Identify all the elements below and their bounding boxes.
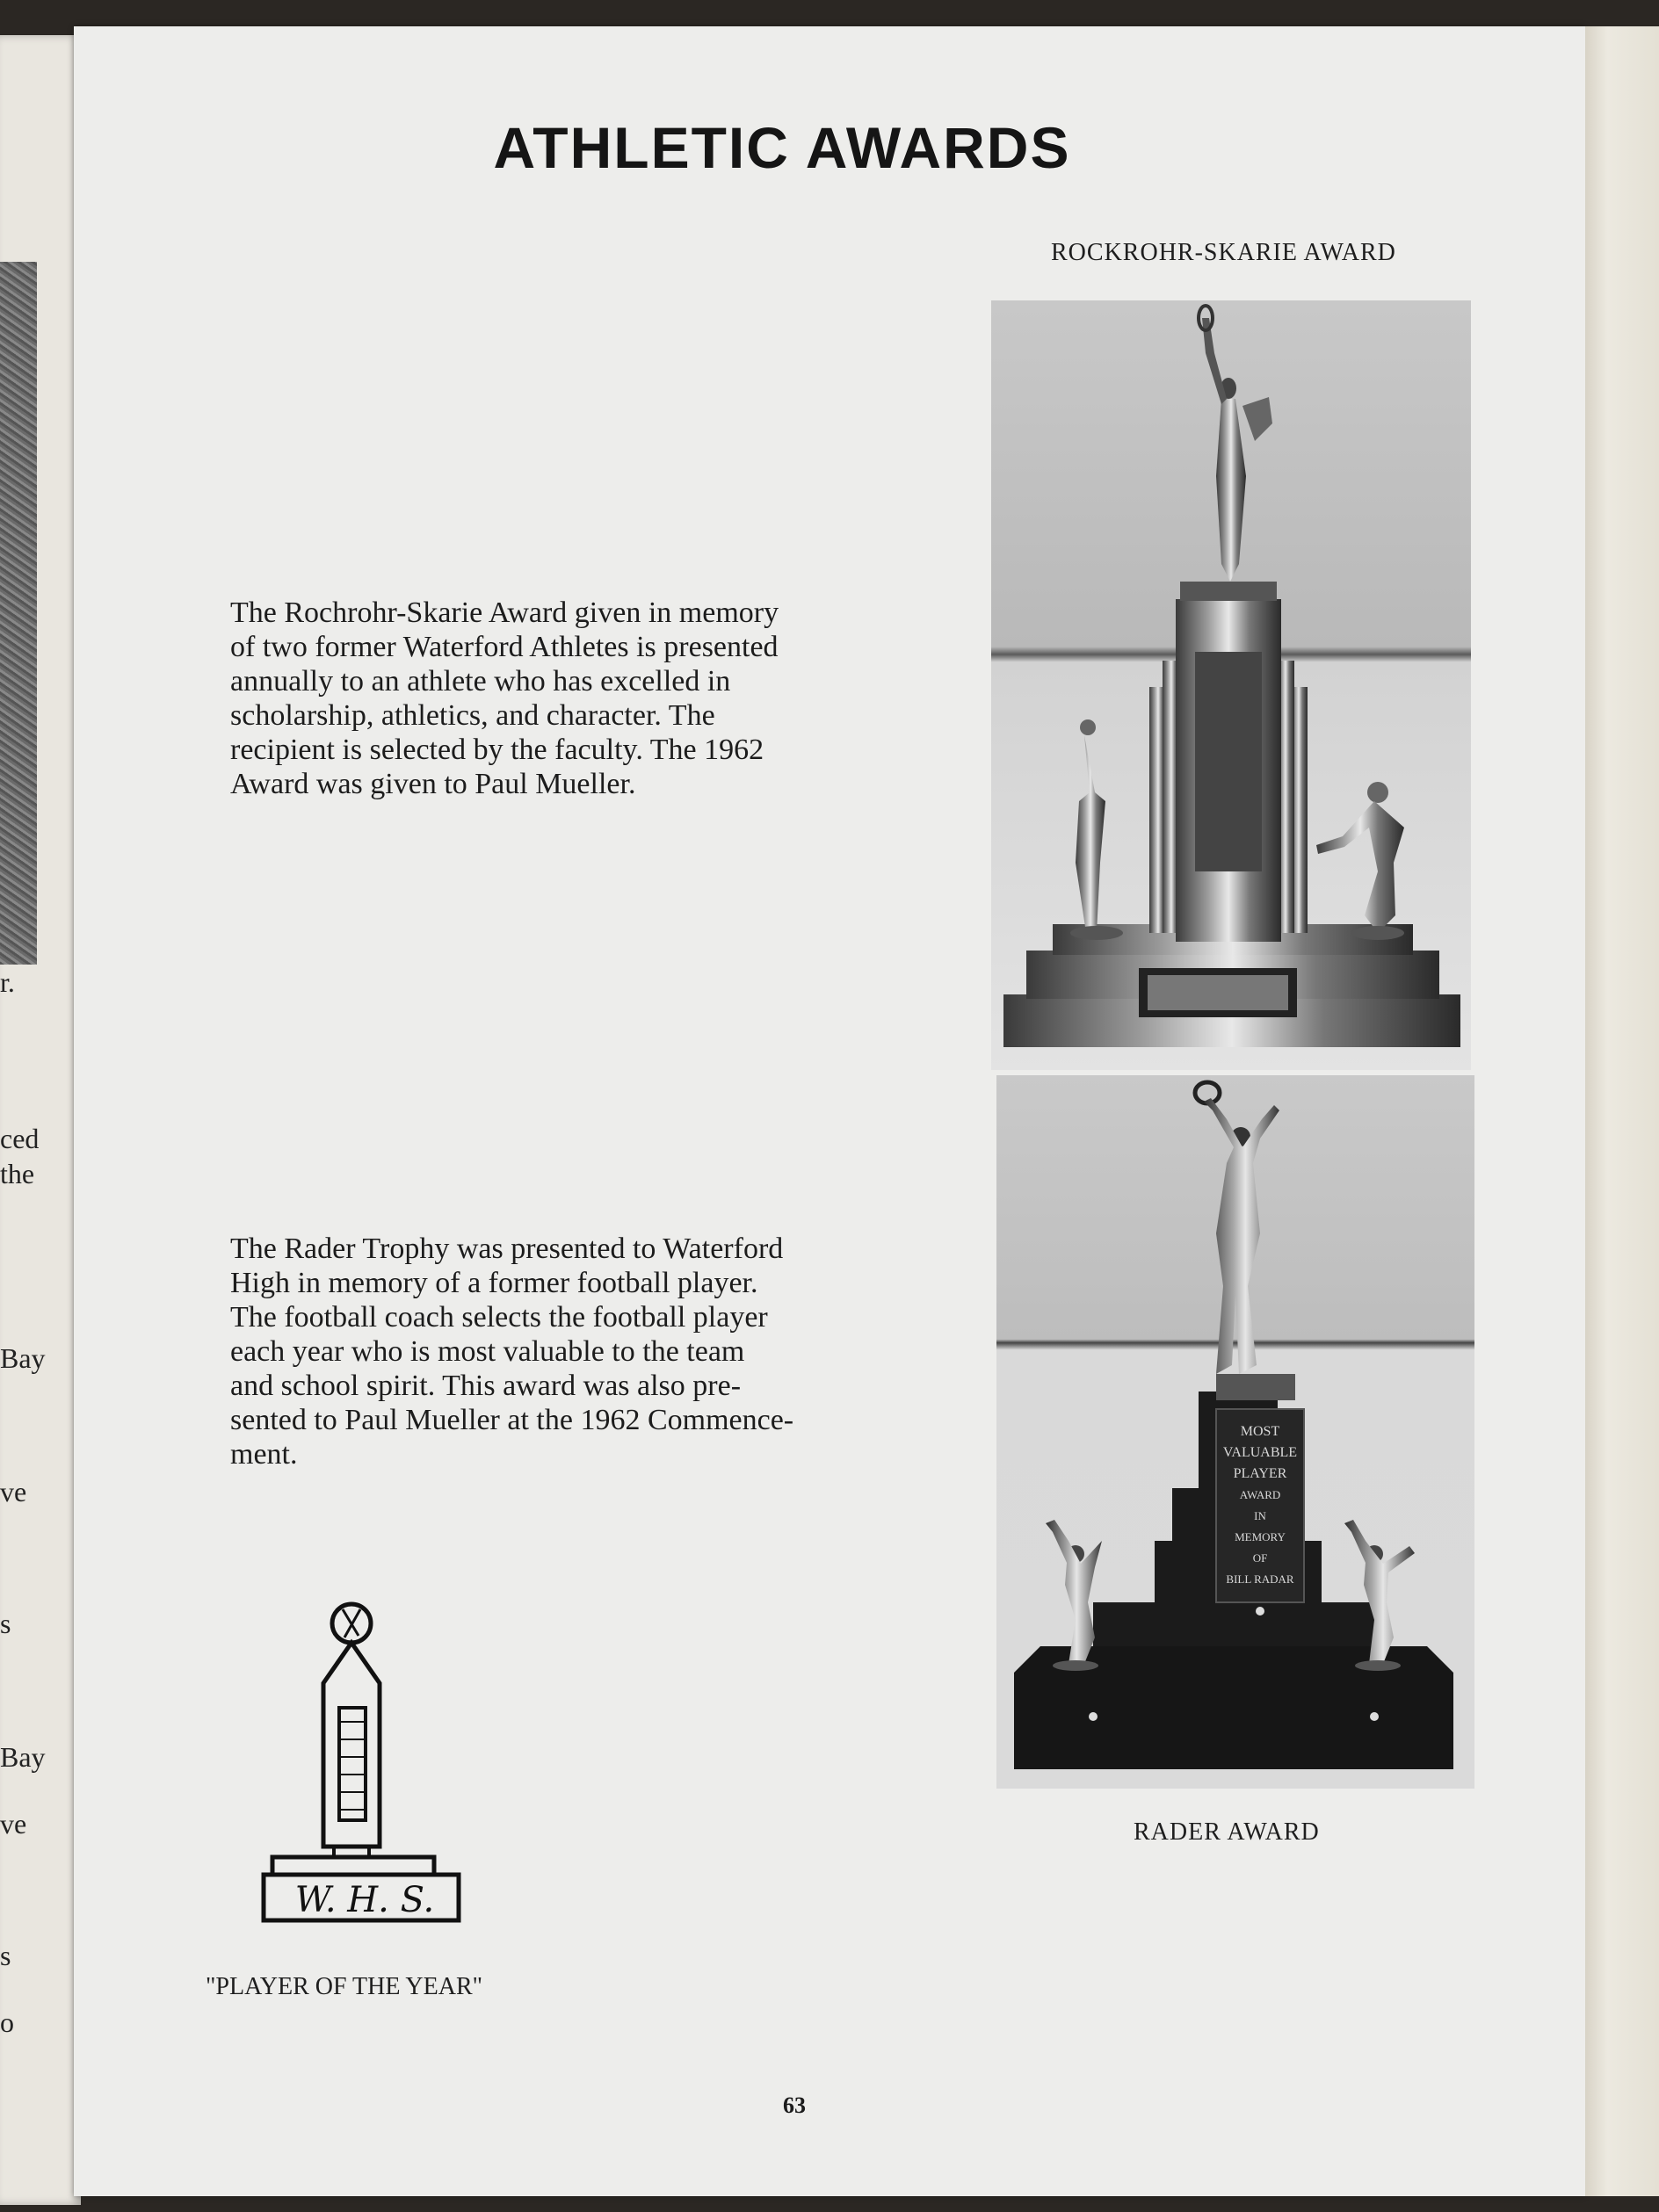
facing-page-text: s <box>0 1940 11 1971</box>
facing-page-text: the <box>0 1158 35 1189</box>
rockrohr-skarie-trophy-photo <box>991 300 1471 1070</box>
plaque-line: BILL RADAR <box>1226 1572 1294 1586</box>
plaque-line: VALUABLE <box>1222 1445 1298 1460</box>
facing-page-text: ced <box>0 1123 40 1154</box>
drawing-caption: "PLAYER OF THE YEAR" <box>206 1973 483 2000</box>
facing-page-text: ve <box>0 1476 27 1507</box>
plaque-line: MEMORY <box>1235 1530 1286 1543</box>
facing-page-text: Bay <box>0 1342 46 1374</box>
facing-page-text: ve <box>0 1808 27 1840</box>
facing-page-text: Bay <box>0 1741 46 1773</box>
award-description-rockrohr: The Rochrohr-Skarie Award given in memory of two former Waterford Athletes is presented annually to an athlete who has excelled in scholarship, athletics, and character. The recipient is selected by the faculty. The 1962 Award was given to Paul Mueller. <box>230 596 779 800</box>
award-caption-rader: RADER AWARD <box>1134 1818 1320 1846</box>
facing-page-text: o <box>0 2006 14 2038</box>
facing-page-text: s <box>0 1608 11 1639</box>
award-description-rader: The Rader Trophy was presented to Waterford High in memory of a former football player. The football coach selects the football player each year who is most valuable to the team and school spirit. This award was also pre- sented to Paul Mueller at the 1962 Commence- ment. <box>230 1233 794 1471</box>
rader-trophy-photo <box>996 1075 1474 1789</box>
facing-page <box>0 35 81 2205</box>
facing-page-text: r. <box>0 966 15 998</box>
plaque-line: PLAYER <box>1233 1466 1287 1481</box>
drawing-base-label: W. H. S. <box>294 1880 435 1920</box>
plaque-line: OF <box>1252 1551 1268 1565</box>
facing-page-photo <box>0 262 37 965</box>
plaque-line: IN <box>1254 1509 1266 1522</box>
page-edges <box>1585 26 1659 2196</box>
page-number: 63 <box>783 2093 806 2118</box>
plaque-line: AWARD <box>1239 1488 1281 1501</box>
page-title: ATHLETIC AWARDS <box>493 115 1071 180</box>
award-caption-rockrohr: ROCKROHR-SKARIE AWARD <box>1051 239 1396 266</box>
plaque-line: MOST <box>1240 1424 1280 1439</box>
